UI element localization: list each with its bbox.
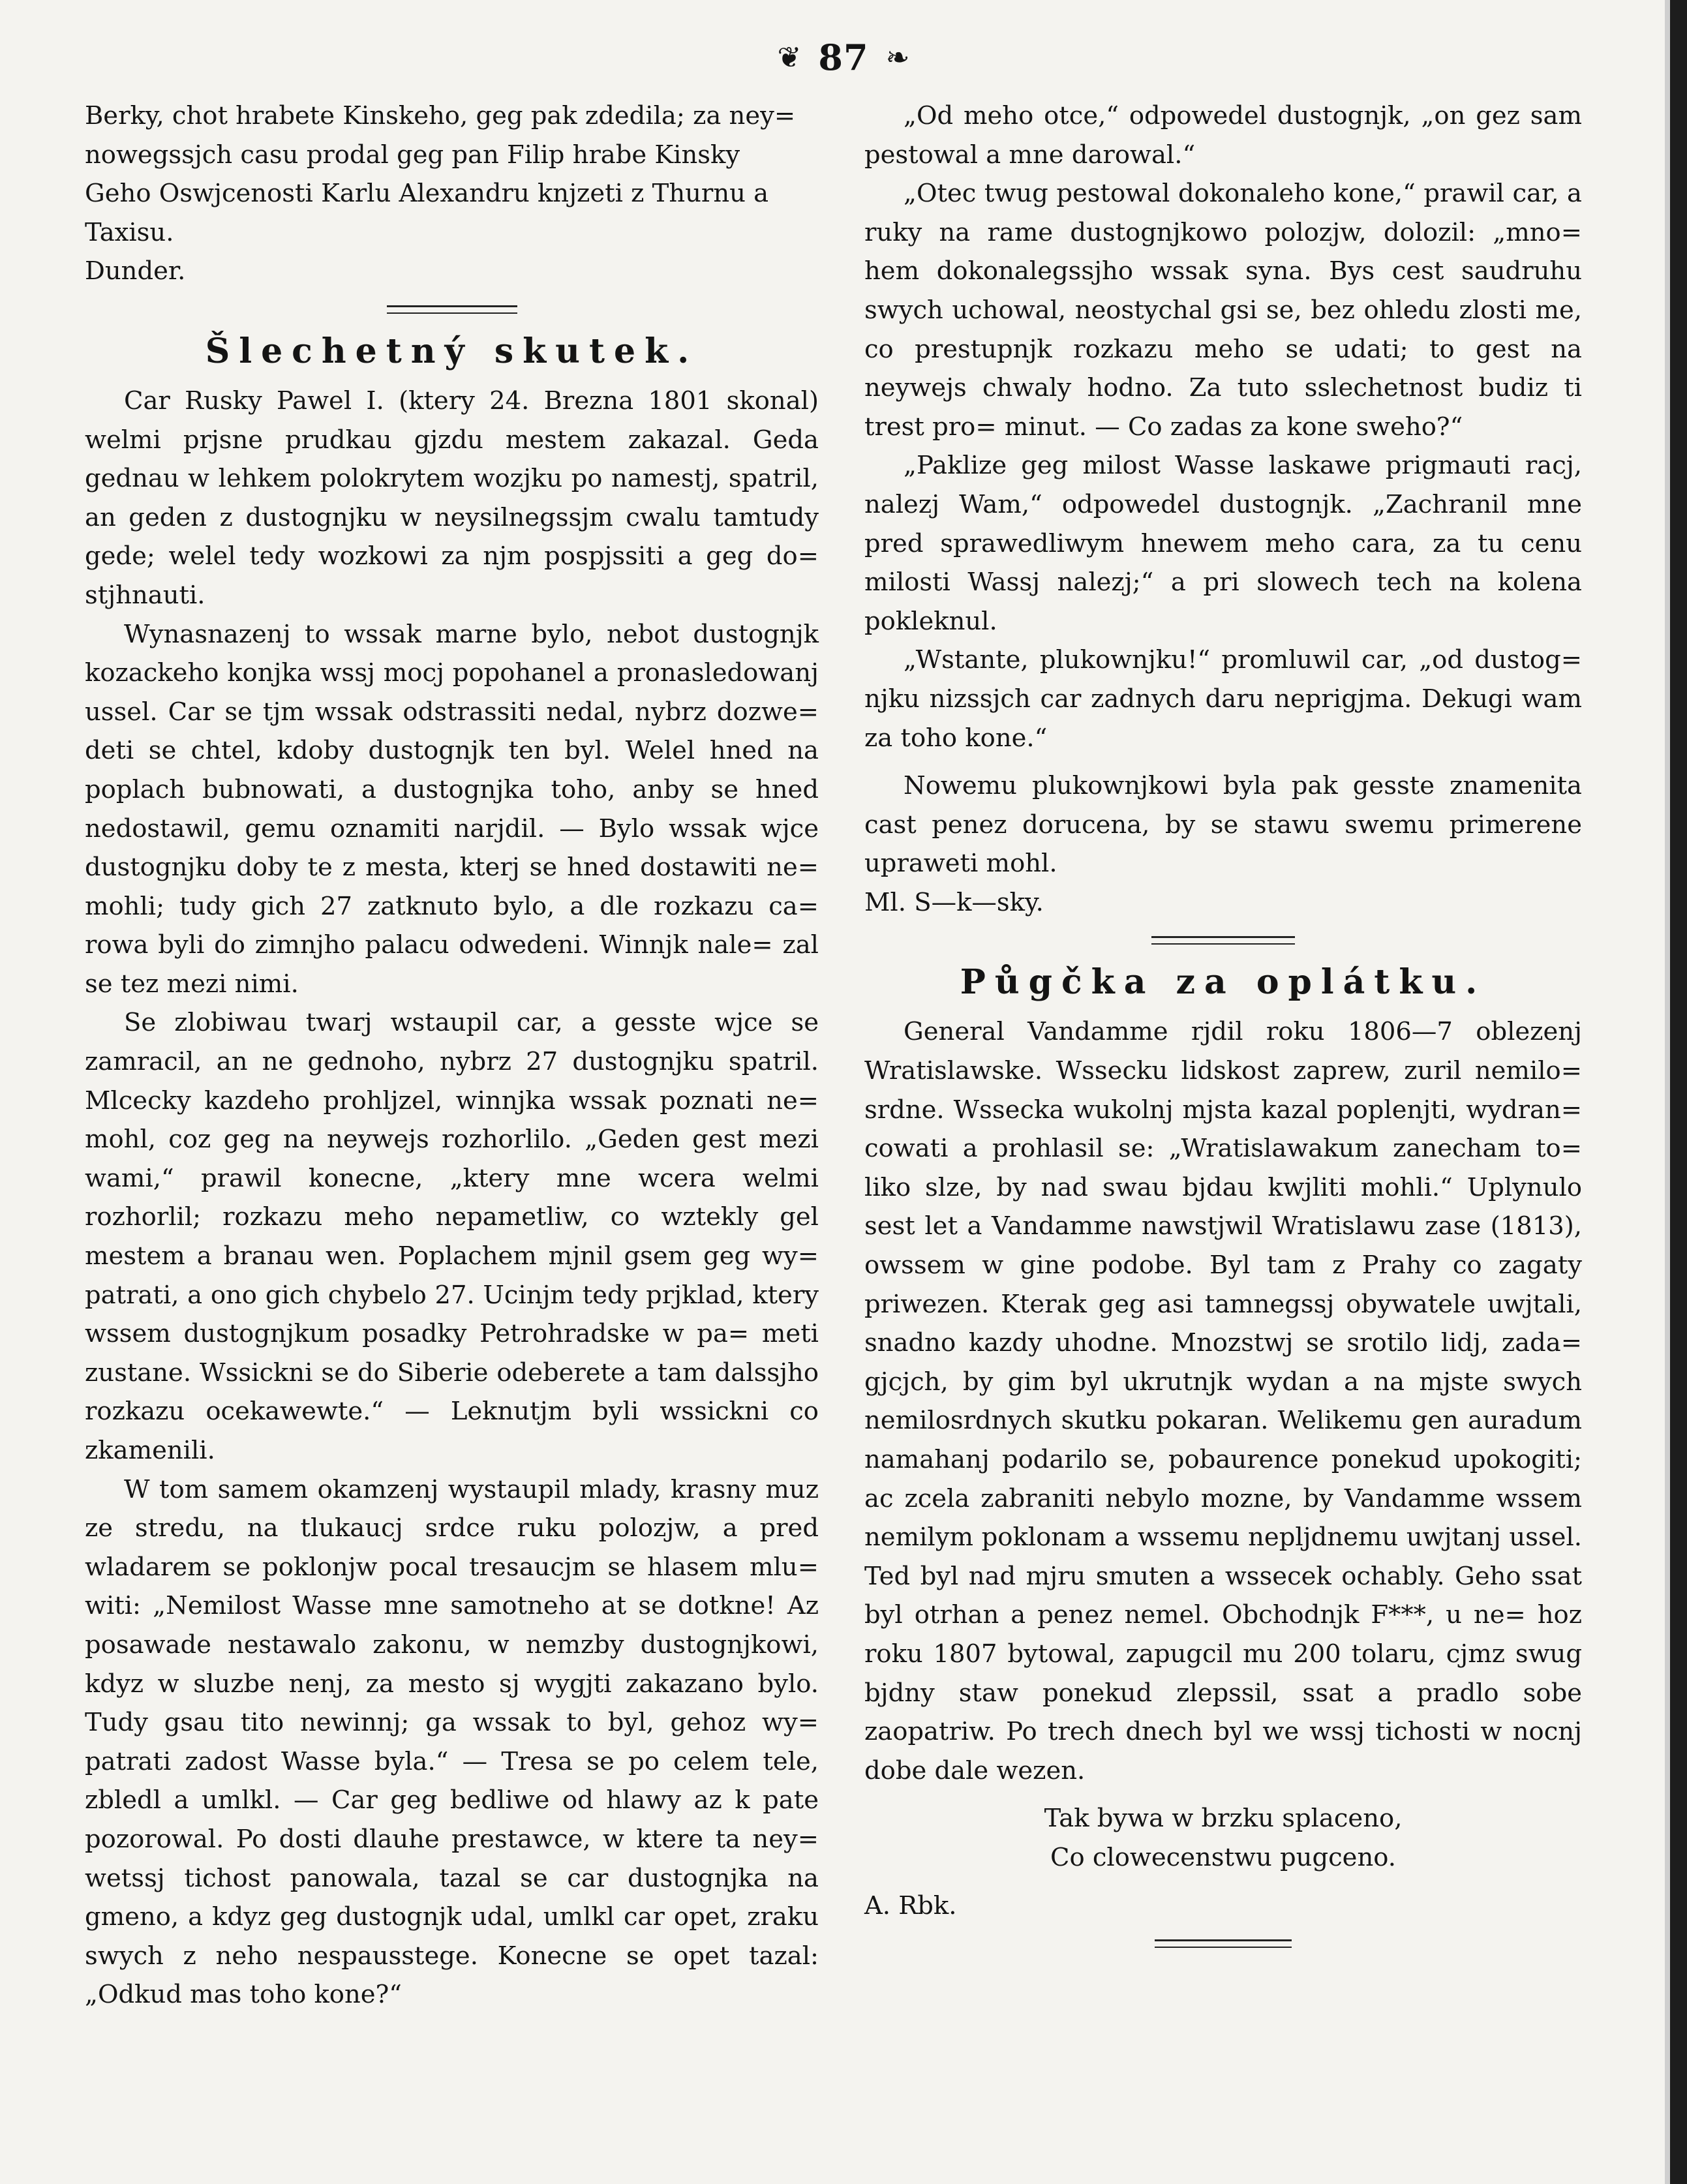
left-ornament-icon: ❦ xyxy=(777,40,802,74)
spacer xyxy=(864,1877,1582,1887)
scan-border xyxy=(1670,0,1687,2184)
article-paragraph: „Paklize geg milost Wasse laskawe prigmauti racj, nalezj Wam,“ odpowedel dustognjk. „Zachranil mne pred sprawedliwym hnewem meho cara, za tu cenu milosti Wassj nalezj;“ a pri slowech tech na kolena pokleknul. xyxy=(864,451,1582,636)
spacer xyxy=(864,1790,1582,1799)
left-column xyxy=(85,97,819,2014)
verse-line: Co clowecenstwu pugceno. xyxy=(1050,1842,1396,1872)
page-header xyxy=(0,31,1687,83)
right-ornament-icon: ❧ xyxy=(885,40,910,74)
article-paragraph: „Od meho otce,“ odpowedel dustognjk, „on gez sam pestowal a mne darowal.“ xyxy=(864,101,1582,170)
article-paragraph: Nowemu plukownjkowi byla pak gesste znamenita cast penez dorucena, by se stawu swemu primerene upraweti mohl. xyxy=(864,771,1582,879)
intro-line: Taxisu. xyxy=(85,217,174,247)
right-column xyxy=(864,97,1582,1960)
section-divider xyxy=(387,305,517,314)
article-title: Půgčka za oplátku. xyxy=(960,962,1487,1003)
article-paragraph: Wynasnazenj to wssak marne bylo, nebot dustognjk kozackeho konjka wssj mocj popohanel a pronasledowanj ussel. Car se tjm wssak odstrassiti nedal, nybrz dozwe= deti se chtel, kdoby dustognjk ten byl. Welel hned na poplach bubnowati, a dustognjka toho, anby se hned nedostawil, gemu oznamiti narjdil. — Bylo wssak wjce dustognjku doby te z mesta, kterj se hned dostawiti ne= mohli; tudy gich 27 zatknuto bylo, a dle rozkazu ca= rowa byli do zimnjho palacu odwedeni. Winnjk nale= zal se tez mezi nimi. xyxy=(85,619,819,999)
article-paragraph: W tom samem okamzenj wystaupil mlady, krasny muz ze stredu, na tlukaucj srdce ruku polozjw, a pred wladarem se poklonjw pocal tresaucjm se hlasem mlu= witi: „Nemilost Wasse mne samotneho at se dotkne! Az posawade nestawalo zakonu, w nemzby dustognjkowi, kdyz w sluzbe nenj, za mesto sj wygjti zakazano bylo. Tudy gsau tito newinnj; ga wssak to byl, gehoz wy= patrati zadost Wasse byla.“ — Tresa se po celem tele, zbledl a umlkl. — Car geg bedliwe od hlawy az k pate pozorowal. Po dosti dlauhe prestawce, w ktere ta ney= wetssj tichost panowala, tazal se car dustognjka na gmeno, a kdyz geg dustognjk udal, umlkl car opet, zraku swych z neho nespausstege. Konecne se opet tazal: „Odkud mas toho kone?“ xyxy=(85,1474,819,2010)
intro-line: Berky, chot hrabete Kinskeho, geg pak zdedila; za ney= xyxy=(85,101,796,130)
article-paragraph: Car Rusky Pawel I. (ktery 24. Brezna 1801 skonal) welmi prjsne prudkau gjzdu mestem zakazal. Geda gednau w lehkem polokrytem wozjku po namestj, spatril, an geden z dustognjku w neysilnegssjm cwalu tamtudy gede; welel tedy wozkowi za njm pospjssiti a geg do= stjhnauti. xyxy=(85,386,819,610)
intro-signature: Dunder. xyxy=(85,256,186,286)
article-paragraph: Se zlobiwau twarj wstaupil car, a gesste wjce se zamracil, an ne gednoho, nybrz 27 dustognjku spatril. Mlcecky kazdeho prohljzel, winnjka wssak poznati ne= mohl, coz geg na neywejs rozhorlilo. „Geden gest mezi wami,“ prawil konecne, „ktery mne wcera welmi rozhorlil; rozkazu meho nepametliw, co wztekly gel mestem a branau wen. Poplachem mjnil gsem geg wy= patrati, a ono gich chybelo 27. Ucinjm tedy prjklad, ktery wssem dustognjkum posadky Petrohradske w pa= meti zustane. Wssickni se do Siberie odeberete a tam dalssjho rozkazu ocekawewte.“ — Leknutjm byli wssickni co zkamenili. xyxy=(85,1008,819,1465)
intro-text xyxy=(85,97,819,252)
section-divider xyxy=(1155,1939,1292,1948)
intro-line: Geho Oswjcenosti Karlu Alexandru knjzeti z Thurnu a xyxy=(85,179,769,209)
article-signature: A. Rbk. xyxy=(864,1890,957,1920)
article-paragraph: „Wstante, plukownjku!“ promluwil car, „od dustog= njku nizssjch car zadnych daru neprigjma. Dekugi wam za toho kone.“ xyxy=(864,645,1582,753)
closing-verse xyxy=(864,1799,1582,1877)
page-number: 87 xyxy=(818,37,869,78)
article-paragraph: „Otec twug pestowal dokonaleho kone,“ prawil car, a ruky na rame dustognjkowo polozjw, dolozil: „mno= hem dokonalegssjho wssak syna. Bys cest saudruhu swych uchowal, neostychal gsi se, bez ohledu zlosti me, co prestupnjk rozkazu meho se udati; to gest na neywejs chwaly hodno. Za tuto sslechetnost budiz ti trest pro= minut. — Co zadas za kone sweho?“ xyxy=(864,179,1582,442)
intro-line: nowegssjch casu prodal geg pan Filip hrabe Kinsky xyxy=(85,140,740,170)
section-divider xyxy=(1151,936,1295,945)
article-title: Šlechetný skutek. xyxy=(205,331,699,371)
article-paragraph: General Vandamme rjdil roku 1806—7 oblezenj Wratislawske. Wssecku lidskost zaprew, zuril nemilo= srdne. Wssecka wukolnj mjsta kazal poplenjti, wydran= cowati a prohlasil se: „Wratislawakum zanecham to= liko slze, by nad swau bjdau kwjliti mohli.“ Uplynulo sest let a Vandamme nawstjwil Wratislawu zase (1813), owssem w gine podobe. Byl tam z Prahy co zagaty priwezen. Kterak geg asi tamnegssj obywatele uwjtali, snadno kazdy uhodne. Mnozstwj se srotilo lidj, zada= gjcjch, by gim byl ukrutnjk wydan a na mjste swych nemilosrdnych skutku pokaran. Welikemu gen auradum namahanj podarilo se, pobaurence ponekud upokogiti; ac zcela zabraniti nebylo mozne, by Vandamme wssem nemilym poklonam a wssemu nepljdnemu uwjtanj ussel. Ted byl nad mjru smuten a wssecek ochably. Geho ssat byl otrhan a penez nemel. Obchodnjk F***, u ne= hoz roku 1807 bytowal, zapugcil mu 200 tolaru, cjmz swug bjdny staw ponekud zlepssil, ssat a pradlo sobe zaopatriw. Po trech dnech byl we wssj tichosti w nocnj dobe dale wezen. xyxy=(864,1017,1582,1785)
article-signature: Ml. S—k—sky. xyxy=(864,887,1044,917)
verse-line: Tak bywa w brzku splaceno, xyxy=(1044,1804,1403,1834)
spacer xyxy=(864,757,1582,766)
page-edge-shadow xyxy=(1665,0,1670,2184)
